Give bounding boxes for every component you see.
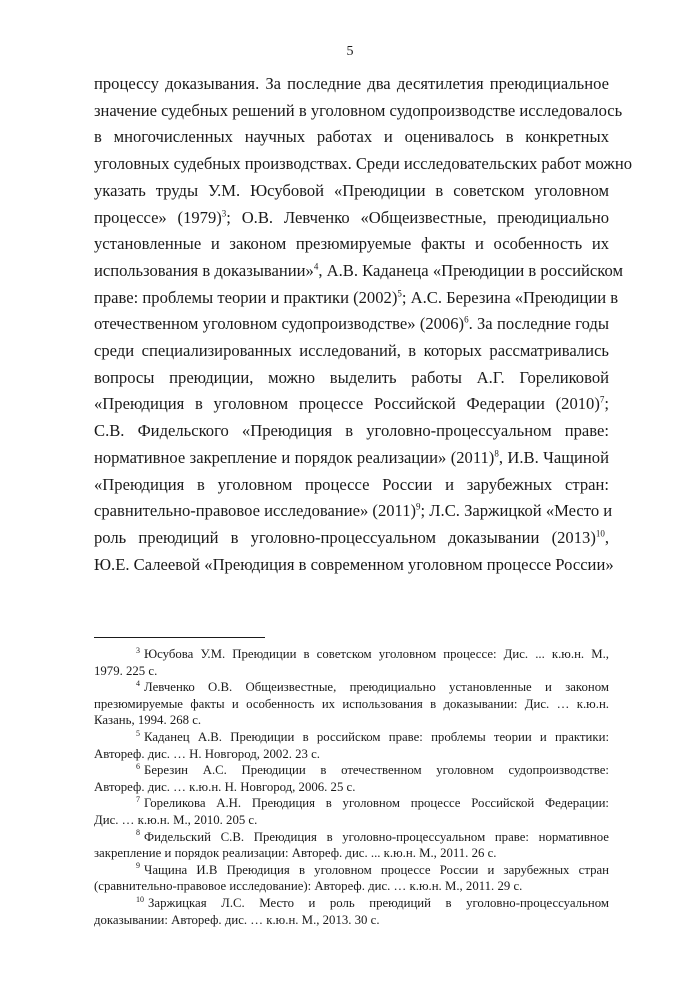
footnote-text: доказывании: Автореф. дис. … к.ю.н. М., 2013. 30 с. bbox=[94, 912, 380, 927]
body-line bbox=[94, 365, 609, 392]
body-line bbox=[94, 178, 609, 205]
body-line bbox=[94, 472, 609, 499]
body-line-text: процессе» (1979) bbox=[94, 207, 222, 227]
footnote-number: 7 bbox=[136, 795, 140, 805]
body-line bbox=[94, 498, 613, 525]
body-line bbox=[94, 258, 623, 285]
body-line-text-after: , А.В. Каданеца «Преюдиции в российском bbox=[318, 260, 623, 280]
body-line bbox=[94, 418, 609, 445]
body-line-text-after: . За последние годы bbox=[468, 314, 610, 334]
footnote-ref[interactable]: 7 bbox=[599, 394, 605, 405]
body-line bbox=[94, 311, 609, 338]
body-line bbox=[94, 445, 609, 472]
body-line bbox=[94, 338, 609, 365]
footnote-text: Казань, 1994. 268 с. bbox=[94, 713, 202, 728]
footnote-text: Каданец А.В. Преюдиции в российском праве: проблемы теории и практики: bbox=[144, 729, 609, 744]
footnote-line bbox=[94, 646, 609, 663]
body-line-text: среди специализированных исследований, в которых рассматривались bbox=[94, 341, 609, 361]
footnote bbox=[94, 729, 609, 762]
footnote bbox=[94, 895, 609, 928]
footnote-line bbox=[94, 712, 609, 729]
footnote-line bbox=[94, 812, 609, 829]
body-line-text-after: ; Л.С. Заржицкой «Место и bbox=[420, 501, 613, 521]
footnote-line bbox=[94, 779, 609, 796]
footnote-separator bbox=[94, 637, 265, 638]
body-line bbox=[94, 552, 614, 579]
body-line-text: вопросы преюдиции, можно выделить работы А.Г. Гореликовой bbox=[94, 367, 609, 387]
footnote-ref[interactable]: 4 bbox=[313, 261, 319, 272]
footnote-line bbox=[94, 895, 609, 912]
footnote-text: Березин А.С. Преюдиции в отечественном уголовном судопроизводстве: bbox=[144, 763, 609, 778]
body-line-text: значение судебных решений в уголовном судопроизводстве исследовалось bbox=[94, 100, 623, 120]
body-line bbox=[94, 124, 609, 151]
body-line-text: С.В. Фидельского «Преюдиция в уголовно-процессуальном праве: bbox=[94, 421, 609, 441]
body-line bbox=[94, 231, 609, 258]
footnote-ref[interactable]: 10 bbox=[595, 528, 605, 539]
body-line-text: в многочисленных научных работах и оценивалось в конкретных bbox=[94, 127, 609, 147]
footnote-line bbox=[94, 729, 609, 746]
body-line bbox=[94, 71, 609, 98]
body-line-text: сравнительно-правовое исследование» (2011) bbox=[94, 501, 417, 521]
footnotes bbox=[94, 646, 609, 928]
footnote-ref[interactable]: 9 bbox=[416, 501, 421, 512]
footnote-line bbox=[94, 663, 609, 680]
body-line bbox=[94, 391, 609, 418]
body-line-text: роль преюдиций в уголовно-процессуальном доказывании (2013) bbox=[94, 527, 596, 547]
footnote-text: Автореф. дис. … Н. Новгород, 2002. 23 с. bbox=[94, 746, 321, 761]
footnote-line bbox=[94, 878, 609, 895]
body-line-text: указать труды У.М. Юсубовой «Преюдиции в советском уголовном bbox=[94, 180, 609, 200]
body-line-text: нормативное закрепление и порядок реализации» (2011) bbox=[94, 447, 495, 467]
footnote-line bbox=[94, 912, 609, 929]
body-line bbox=[94, 205, 609, 232]
body-text bbox=[94, 71, 632, 578]
body-line bbox=[94, 98, 623, 125]
footnote-number: 6 bbox=[136, 761, 140, 771]
footnote-text: Фидельский С.В. Преюдиция в уголовно-процессуальном праве: нормативное bbox=[144, 829, 609, 844]
body-line-text: Ю.Е. Салеевой «Преюдиция в современном уголовном процессе России» bbox=[94, 554, 614, 574]
footnote bbox=[94, 795, 609, 828]
body-line-text: праве: проблемы теории и практики (2002) bbox=[94, 287, 398, 307]
footnote bbox=[94, 862, 609, 895]
body-line-text-after: , И.В. Чащиной bbox=[498, 447, 609, 467]
footnote-line bbox=[94, 829, 609, 846]
footnote-line bbox=[94, 795, 609, 812]
footnote-text: закрепление и порядок реализации: Автореф. дис. ... к.ю.н. М., 2011. 26 с. bbox=[94, 846, 497, 861]
footnote-text: Гореликова А.Н. Преюдиция в уголовном процессе Российской Федерации: bbox=[144, 796, 609, 811]
footnote-text: 1979. 225 с. bbox=[94, 663, 158, 678]
footnote-number: 9 bbox=[136, 861, 140, 871]
body-line bbox=[94, 525, 609, 552]
body-line bbox=[94, 285, 619, 312]
footnote-text: Левченко О.В. Общеизвестные, преюдициально установленные и законом bbox=[144, 680, 609, 695]
footnote bbox=[94, 646, 609, 679]
footnote-number: 3 bbox=[136, 645, 140, 655]
footnote-ref[interactable]: 5 bbox=[397, 288, 402, 299]
footnote bbox=[94, 762, 609, 795]
body-line-text-after: ; А.С. Березина «Преюдиции в bbox=[401, 287, 619, 307]
footnote-ref[interactable]: 3 bbox=[221, 207, 227, 218]
footnote-text: Заржицкая Л.С. Место и роль преюдиций в уголовно-процессуальном bbox=[148, 895, 609, 910]
footnote-text: Чащина И.В Преюдиция в уголовном процессе России и зарубежных стран bbox=[144, 862, 609, 877]
footnote-ref[interactable]: 8 bbox=[494, 448, 499, 459]
footnote-line bbox=[94, 762, 609, 779]
body-line-text: установленные и законом презюмируемые факты и особенность их bbox=[94, 234, 609, 254]
body-line-text-after: ; О.В. Левченко «Общеизвестные, преюдициально bbox=[226, 207, 609, 227]
footnote-number: 10 bbox=[136, 894, 144, 904]
footnote-number: 5 bbox=[136, 728, 140, 738]
footnote-ref[interactable]: 6 bbox=[464, 314, 469, 325]
footnote-line bbox=[94, 845, 609, 862]
footnote bbox=[94, 679, 609, 729]
body-line-text: уголовных судебных производствах. Среди исследовательских работ можно bbox=[94, 154, 632, 174]
body-line-text: «Преюдиция в уголовном процессе России и зарубежных стран: bbox=[94, 474, 609, 494]
footnote-line bbox=[94, 746, 609, 763]
footnote-text: презюмируемые факты и особенность их использования в доказывании: Дис. … к.ю.н. bbox=[94, 696, 609, 711]
body-line-text: процессу доказывания. За последние два десятилетия преюдициальное bbox=[94, 74, 609, 93]
footnote-number: 8 bbox=[136, 828, 140, 838]
body-line-text-after: ; bbox=[604, 394, 609, 414]
page-number: 5 bbox=[346, 44, 354, 59]
footnote-number: 4 bbox=[136, 678, 140, 688]
body-line-text: использования в доказывании» bbox=[94, 260, 314, 280]
body-line-text-after: , bbox=[604, 527, 609, 547]
footnote-text: Юсубова У.М. Преюдиции в советском уголовном процессе: Дис. ... к.ю.н. М., bbox=[144, 647, 609, 661]
footnote-text: Дис. … к.ю.н. М., 2010. 205 с. bbox=[94, 812, 258, 827]
footnote bbox=[94, 829, 609, 862]
footnote-line bbox=[94, 679, 609, 696]
footnote-text: (сравнительно-правовое исследование): Автореф. дис. … к.ю.н. М., 2011. 29 с. bbox=[94, 879, 523, 894]
footnote-line bbox=[94, 696, 609, 713]
body-line-text: отечественном уголовном судопроизводстве» (2006) bbox=[94, 314, 465, 334]
body-line bbox=[94, 151, 632, 178]
footnote-text: Автореф. дис. … к.ю.н. Н. Новгород, 2006. 25 с. bbox=[94, 779, 356, 794]
footnote-line bbox=[94, 862, 609, 879]
body-line-text: «Преюдиция в уголовном процессе Российской Федерации (2010) bbox=[94, 394, 600, 414]
